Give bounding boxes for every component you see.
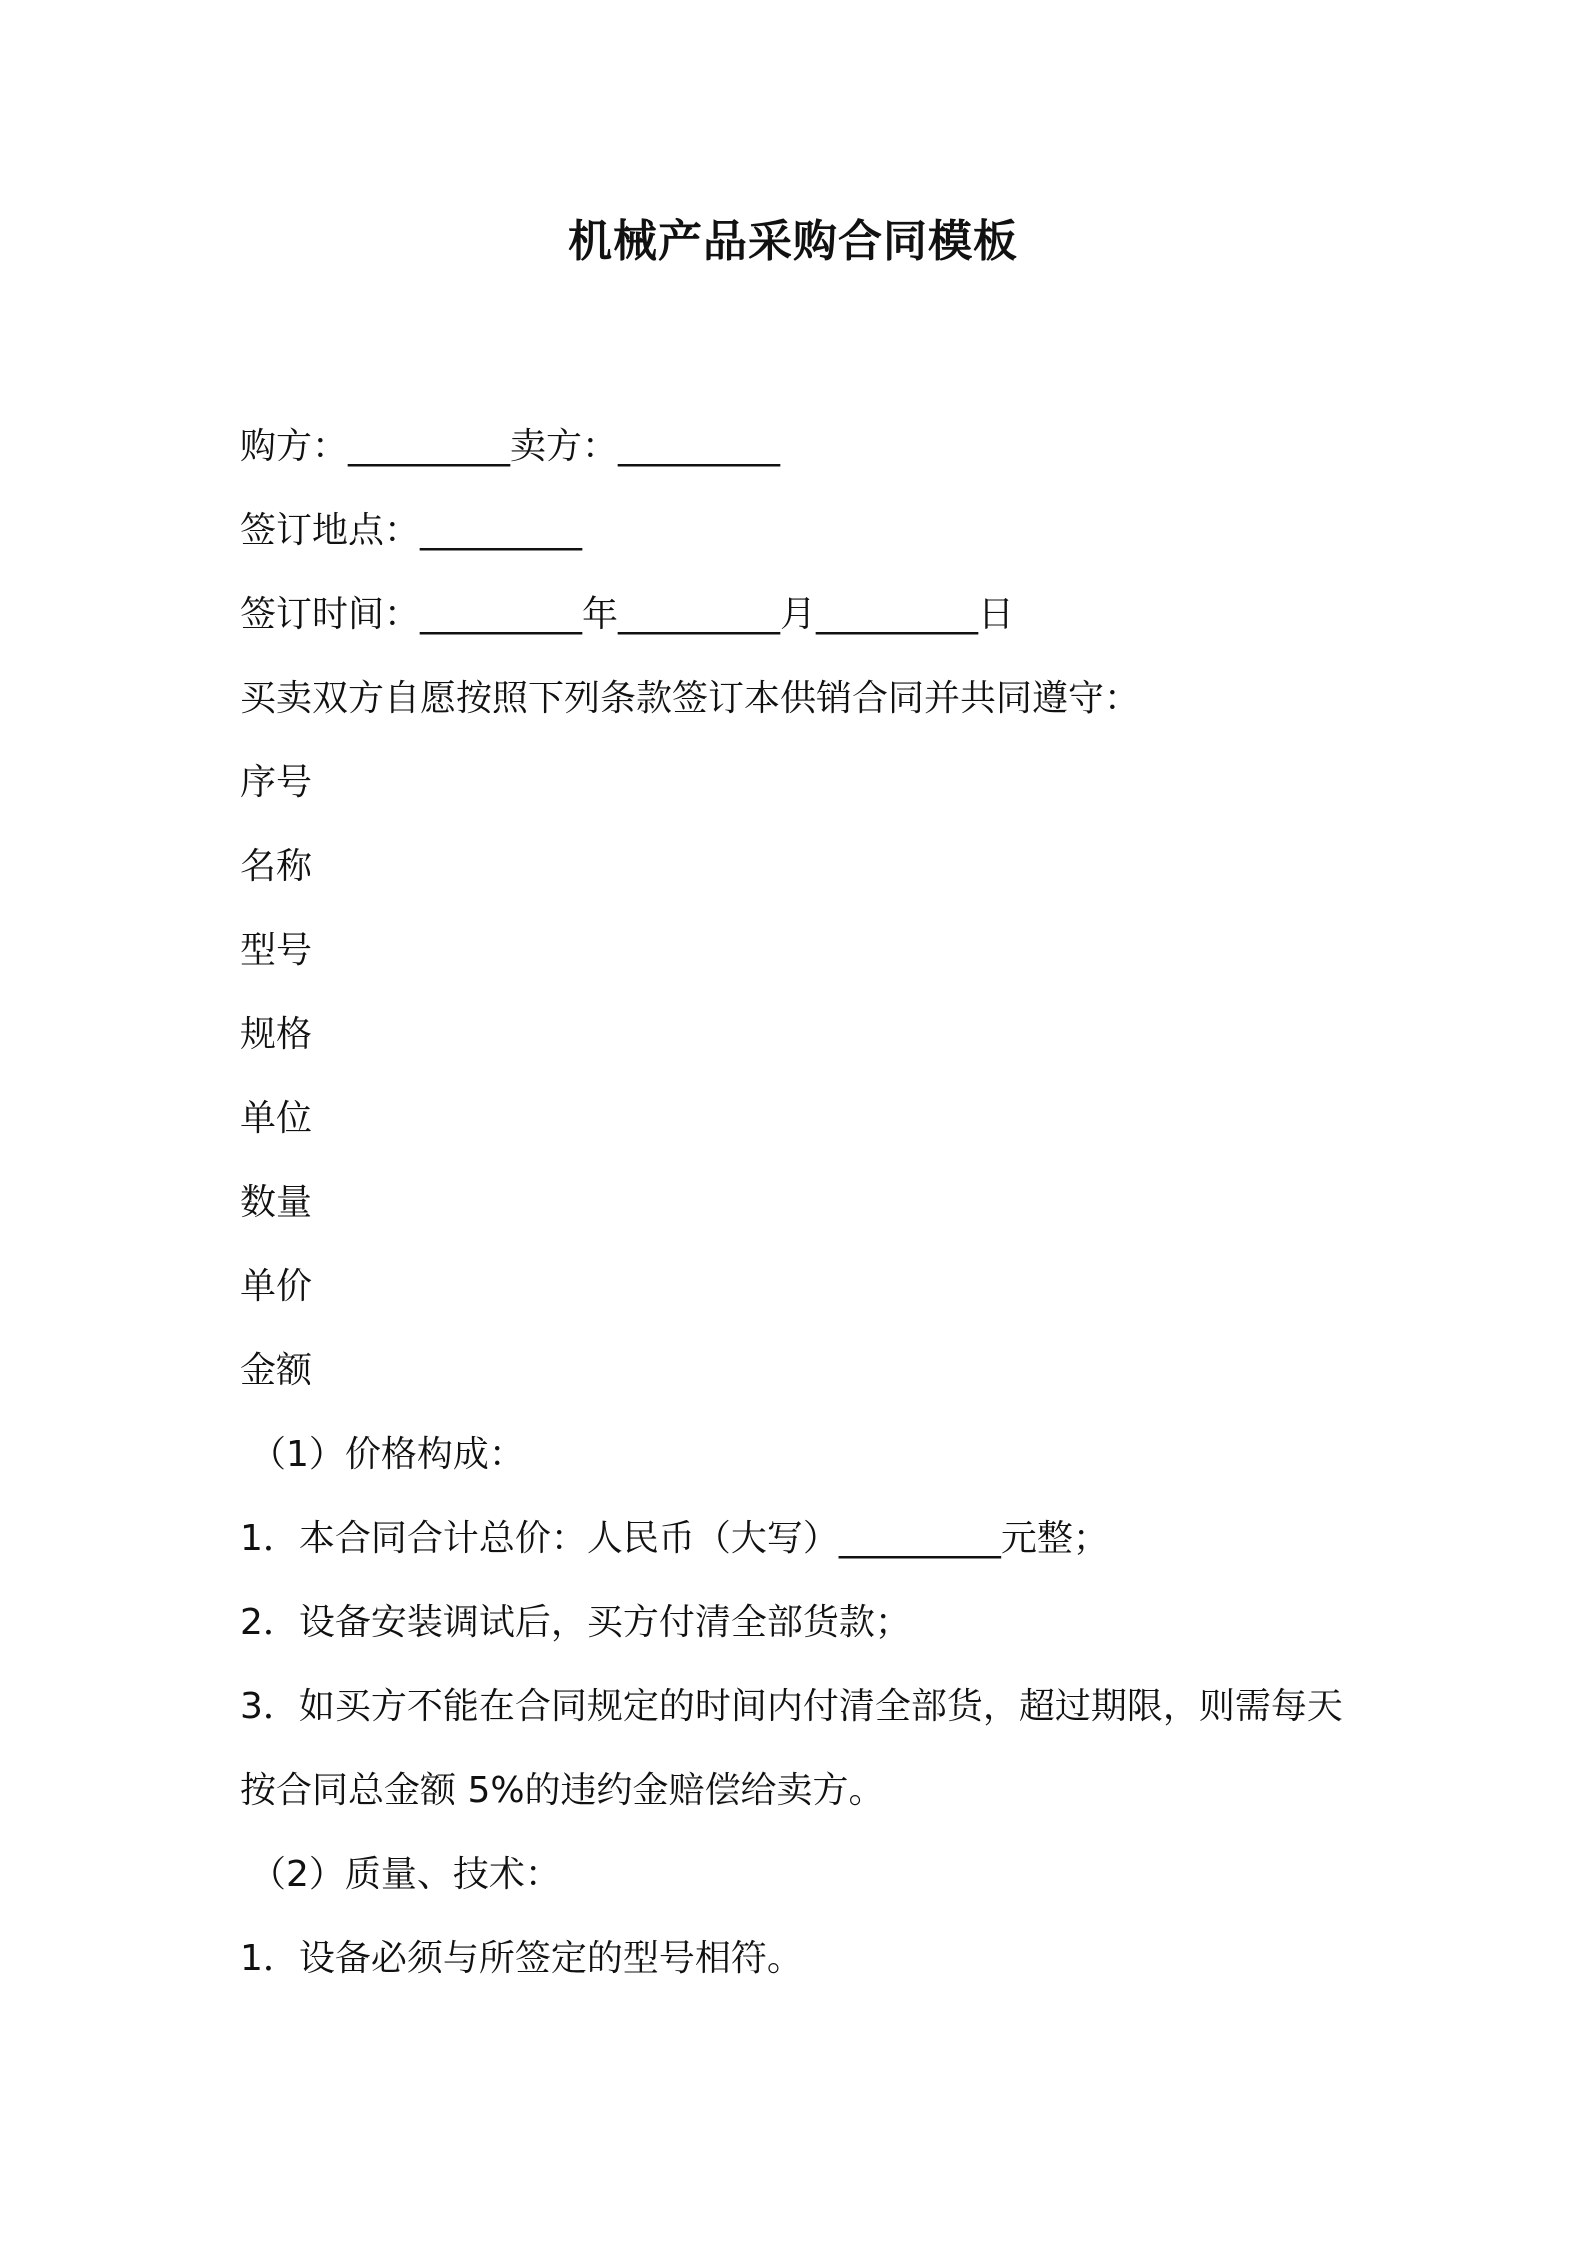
price-clause-2: 2．设备安装调试后，买方付清全部货款； [240,1602,911,1643]
section-price-heading: （1）价格构成： [250,1434,525,1475]
quality-clause-1: 1．设备必须与所签定的型号相符。 [240,1938,803,1979]
price-clause-1: 1．本合同合计总价：人民币（大写）_________元整； [240,1518,1109,1559]
field-name: 名称 [240,846,313,887]
document-title: 机械产品采购合同模板 [568,216,1018,267]
price-clause-3: 3．如买方不能在合同规定的时间内付清全部货，超过期限，则需每天按合同总金额 5%的违约金赔偿给卖方。 [240,1686,1343,1811]
section-quality-heading: （2）质量、技术： [250,1854,561,1895]
field-model: 型号 [240,930,313,971]
field-amount: 金额 [240,1350,313,1391]
field-quantity: 数量 [240,1182,313,1223]
field-unit: 单位 [240,1098,313,1139]
signing-place-line: 签订地点：_________ [240,510,583,551]
field-serial-number: 序号 [240,762,313,803]
parties-line: 购方：_________卖方：_________ [240,426,781,467]
field-unit-price: 单价 [240,1266,313,1307]
field-specification: 规格 [240,1014,313,1055]
signing-date-line: 签订时间：_________年_________月_________日 [240,594,1015,635]
document-body [240,405,1360,2001]
agreement-intro-line: 买卖双方自愿按照下列条款签订本供销合同并共同遵守： [240,678,1141,719]
